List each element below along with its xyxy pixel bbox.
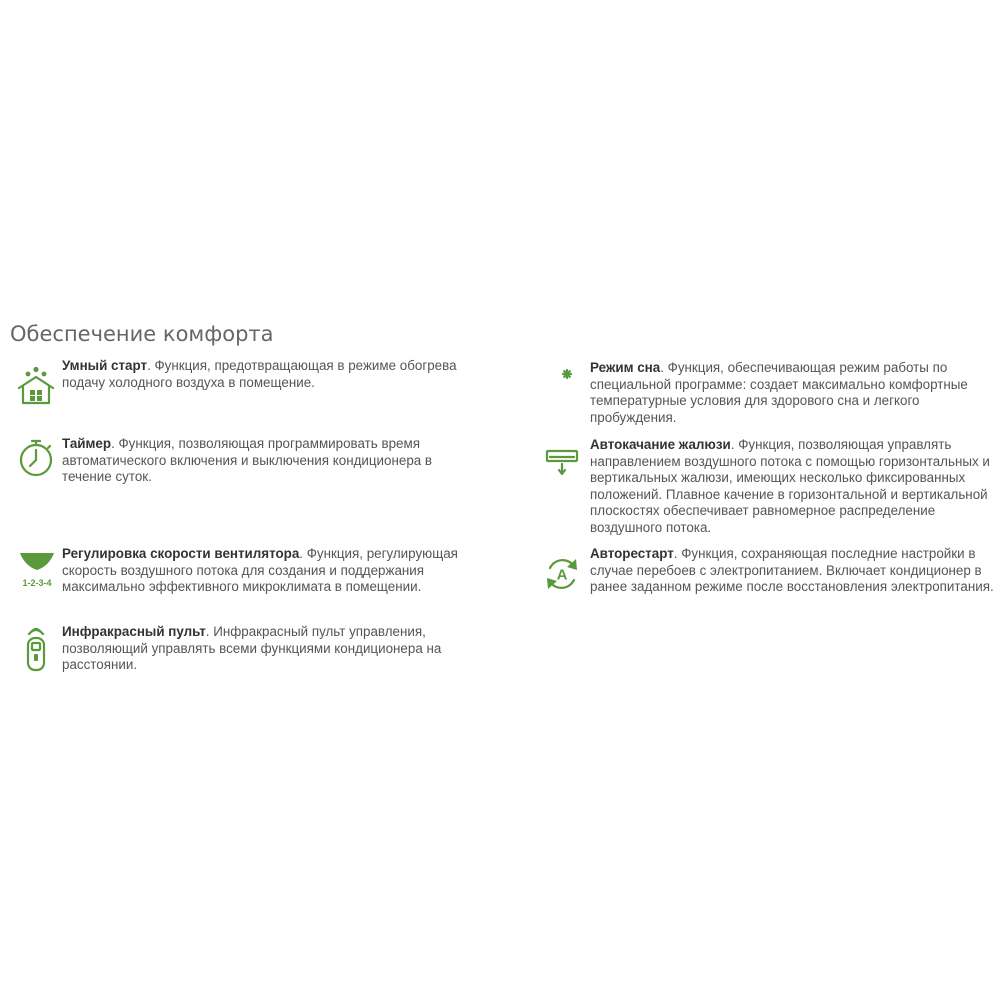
- feature-description: . Функция, позволяющая программировать время автоматического включения и выключения кондиционера в течение суток.: [62, 436, 433, 484]
- section-title: Обеспечение комфорта: [10, 322, 274, 346]
- feature-text: [62, 358, 482, 391]
- house-icon: [16, 366, 56, 406]
- fan-speed-icon: [16, 550, 58, 592]
- feature-name: Регулировка скорости вентилятора: [62, 546, 300, 561]
- feature-description: . Функция, обеспечивающая режим работы по специальной программе: создает максимально комфортные температурные условия для здорового сна и легкого пробуждения.: [590, 360, 968, 425]
- feature-text: [590, 437, 1000, 536]
- feature-description: . Инфракрасный пульт управления, позволяющий управлять всеми функциями кондиционера на расстоянии.: [62, 624, 442, 672]
- remote-control-icon: [16, 626, 56, 674]
- feature-name: Умный старт: [62, 358, 148, 373]
- feature-text: [62, 436, 482, 486]
- feature-text: [62, 546, 482, 596]
- feature-name: Таймер: [62, 436, 112, 451]
- feature-text: [590, 360, 1000, 426]
- auto-restart-label: A: [556, 566, 568, 584]
- feature-text: [62, 624, 482, 674]
- feature-description: . Функция, позволяющая управлять направлением воздушного потока с помощью горизонтальных и вертикальных жалюзи, имеющих несколько фиксированных положений. Плавное качение в горизонтальной и вертикальной плоскостях обеспечивает равномерное распределение воздушного потока.: [590, 437, 990, 535]
- moon-icon: [542, 366, 582, 406]
- feature-name: Автокачание жалюзи: [590, 437, 731, 452]
- stopwatch-icon: [16, 438, 56, 478]
- feature-name: Инфракрасный пульт: [62, 624, 206, 639]
- feature-description: . Функция, регулирующая скорость воздушного потока для создания и поддержания максимально эффективного микроклимата в помещении.: [62, 546, 458, 594]
- feature-description: . Функция, предотвращающая в режиме обогрева подачу холодного воздуха в помещение.: [62, 358, 457, 390]
- star-icon: [563, 370, 571, 378]
- feature-description: . Функция, сохраняющая последние настройки в случае перебоев с электропитанием. Включает кондиционер в ранее заданном режиме после восстановления электропитания.: [590, 546, 994, 594]
- auto-restart-icon: [542, 554, 582, 594]
- louver-swing-icon: [542, 445, 582, 485]
- feature-name: Авторестарт: [590, 546, 674, 561]
- fan-speed-label: 1-2-3-4: [22, 578, 52, 588]
- feature-text: [590, 546, 1000, 596]
- feature-name: Режим сна: [590, 360, 661, 375]
